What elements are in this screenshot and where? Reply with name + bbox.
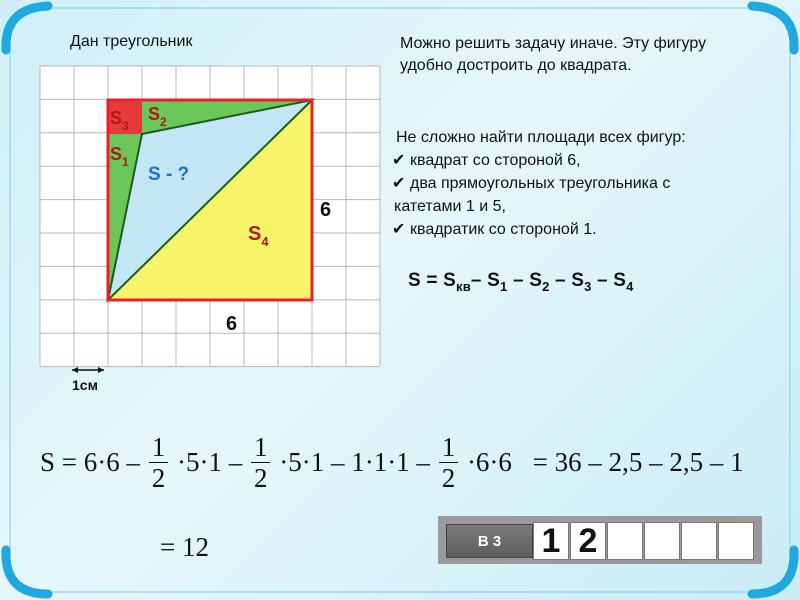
- calc-start: S = 6·6 –: [40, 447, 140, 477]
- label-s3: $S_3$: [110, 108, 129, 133]
- check-icon: ✔: [392, 221, 406, 238]
- answer-cell[interactable]: [718, 522, 754, 560]
- calc-part-2: ·5·1 – 1·1·1 –: [279, 447, 430, 477]
- fraction-one-half: $\frac{1}{2}$: [439, 432, 459, 493]
- side-length-right: 6: [320, 199, 332, 221]
- areas-list: [390, 126, 790, 241]
- check-icon: ✔: [392, 152, 406, 169]
- areas-heading: Не сложно найти площади всех фигур:: [396, 129, 686, 146]
- answer-cell[interactable]: 2: [570, 522, 606, 560]
- check-icon: ✔: [392, 175, 406, 192]
- calc-part-1: ·5·1 –: [176, 447, 243, 477]
- list-item: ✔ квадратик со стороной 1.: [390, 218, 790, 241]
- answer-cell[interactable]: [607, 522, 643, 560]
- scale-label: 1см: [72, 377, 98, 393]
- label-s2: $S_2$: [148, 104, 167, 129]
- answer-label: В 3: [446, 524, 533, 558]
- list-item: ✔ квадрат со стороной 6,: [390, 149, 790, 172]
- answer-cell[interactable]: [681, 522, 717, 560]
- answer-panel: [438, 516, 762, 564]
- answer-cell[interactable]: [644, 522, 680, 560]
- scale-arrow-left-head: [72, 367, 78, 373]
- fraction-one-half: $\frac{1}{2}$: [251, 432, 271, 493]
- calculation-line: [40, 432, 744, 502]
- final-result: = 12: [160, 532, 209, 562]
- label-s4: $S_4$: [248, 223, 269, 249]
- side-length-bottom: 6: [226, 313, 238, 335]
- fraction-one-half: $\frac{1}{2}$: [149, 432, 169, 493]
- list-item: ✔ два прямоугольных треугольника с: [390, 172, 790, 195]
- calc-result-expression: = 36 – 2,5 – 2,5 – 1: [532, 447, 744, 477]
- calc-part-3: ·6·6: [466, 447, 512, 477]
- list-item-continued: катетами 1 и 5,: [394, 198, 506, 215]
- answer-cell[interactable]: 1: [533, 522, 569, 560]
- label-unknown-area: S - ?: [148, 164, 190, 185]
- intro-text: Можно решить задачу иначе. Эту фигуру удобно достроить до квадрата.: [400, 35, 707, 74]
- scale-arrow-right-head: [98, 367, 104, 373]
- given-title: Дан треугольник: [70, 33, 193, 50]
- area-formula: $S = S_{кв}-$ $S_1 - S_2 - S_3 - S_4$: [408, 270, 634, 294]
- label-s1: $S_1$: [110, 144, 129, 169]
